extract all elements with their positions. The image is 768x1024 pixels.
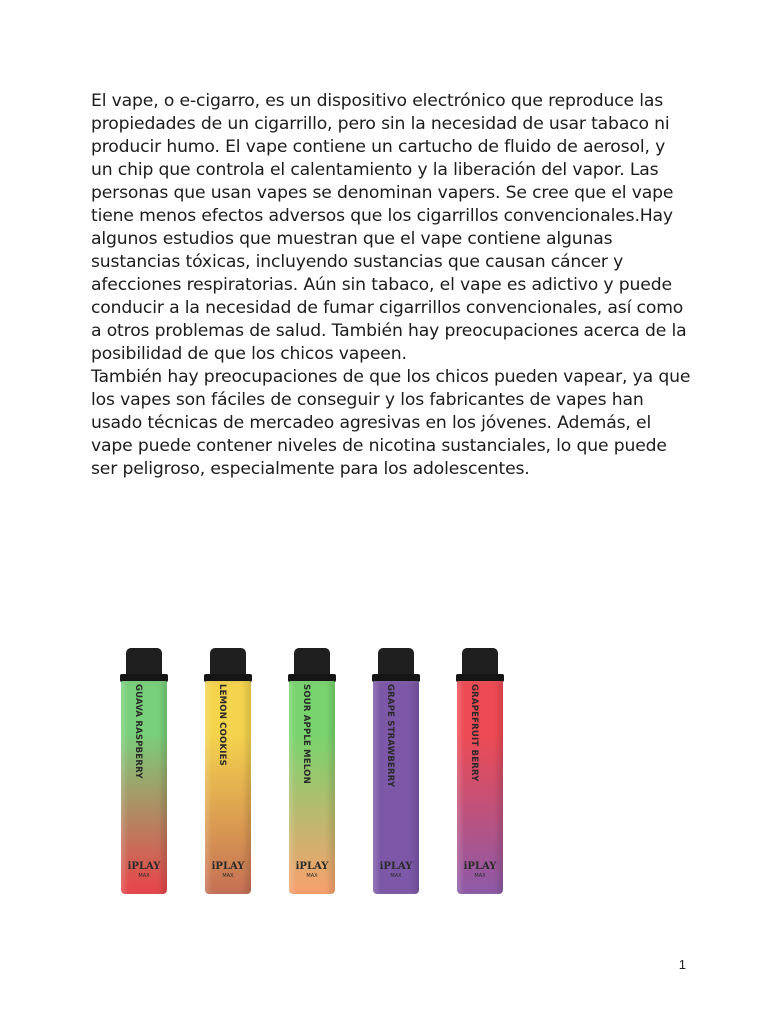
vape-product-image [120, 640, 540, 900]
vape-brand-sub: MAX [138, 873, 150, 879]
vape-brand-logo: iPLAY [211, 861, 245, 872]
vape-brand-logo: iPLAY [295, 861, 329, 872]
vape-brand-sub: MAX [390, 873, 402, 879]
paragraph-1: El vape, o e-cigarro, es un dispositivo electrónico que reproduce las propiedades de un cigarrillo, pero sin la necesidad de usar tabaco ni producir humo. El vape contiene un cartucho de fluido de aerosol, y un chip que controla el calentamiento y la liberación del vapor. Las personas que usan vapes se denominan vapers. Se cree que el vape tiene menos efectos adversos que los cigarrillos convencionales.Hay algunos estudios que muestran que el vape contiene algunas sustancias tóxicas, incluyendo sustancias que causan cáncer y afecciones respiratorias. Aún sin tabaco, el vape es adictivo y puede conducir a la necesidad de fumar cigarrillos convencionales, así como a otros problemas de salud. También hay preocupaciones acerca de la posibilidad de que los chicos vapeen. [91, 91, 687, 364]
vape-flavor-label: GRAPE STRAWBERRY [385, 684, 395, 788]
vape-brand-sub: MAX [306, 873, 318, 879]
vape-mouthpiece [294, 648, 330, 676]
vape-mouthpiece [462, 648, 498, 676]
paragraph-2: También hay preocupaciones de que los chicos pueden vapear, ya que los vapes son fáciles de conseguir y los fabricantes de vapes han usado técnicas de mercadeo agresivas en los jóvenes. Además, el vape puede contener niveles de nicotina sustanciales, lo que puede ser peligroso, especialmente para los adolescentes. [91, 367, 691, 479]
vape-brand-logo: iPLAY [127, 861, 161, 872]
vape-flavor-label: GRAPEFRUIT BERRY [469, 684, 479, 782]
vape-flavor-label: LEMON COOKIES [217, 684, 227, 766]
document-body [91, 90, 691, 481]
vape-mouthpiece [126, 648, 162, 676]
vape-mouthpiece [210, 648, 246, 676]
vape-brand-sub: MAX [474, 873, 486, 879]
vape-brand-sub: MAX [222, 873, 234, 879]
vape-brand-logo: iPLAY [379, 861, 413, 872]
vape-flavor-label: GUAVA RASPBERRY [133, 684, 143, 779]
vape-brand-logo: iPLAY [463, 861, 497, 872]
vape-mouthpiece [378, 648, 414, 676]
vape-flavor-label: SOUR APPLE MELON [301, 684, 311, 784]
page-number: 1 [678, 957, 686, 972]
